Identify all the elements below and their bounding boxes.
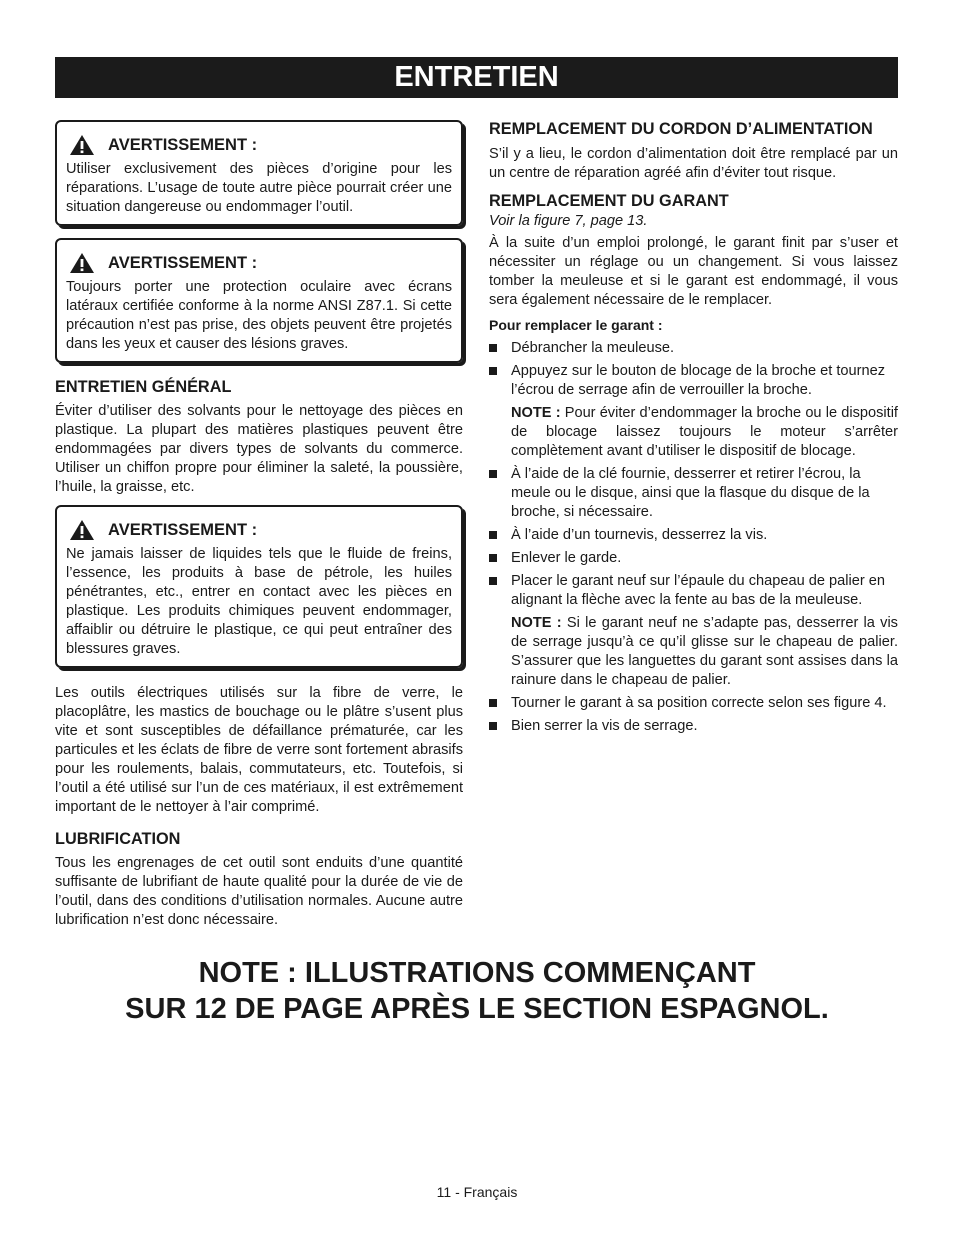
warning-header (69, 252, 452, 274)
illustrations-note-line: NOTE : ILLUSTRATIONS COMMENÇANT (198, 957, 756, 989)
fiberglass-text: Les outils électriques utilisés sur la fibre de verre, le placoplâtre, les mastics de bouchage ou le plâtre s’usent plus vite et sont susceptibles de défaillance prématurée, car les particules et les éclats de fibre de verre sont fortement abrasifs pour les roulements, balais, commutateurs, etc. Toutefois, si l’outil a été utilisé sur l’un de ces matériaux, il est extrêmement important de le nettoyer à l’air comprimé. (55, 685, 463, 815)
warning-title: AVERTISSEMENT : (108, 135, 258, 154)
bullet-square-icon (489, 722, 497, 730)
bullet-square-icon (489, 531, 497, 539)
lubrication-text: Tous les engrenages de cet outil sont enduits d’une quantité suffisante de lubrifiant de haute qualité pour la durée de vie de l’outil, dans des conditions d’utilisation normales. Aucune autre lubrification n’est donc nécessaire. (55, 855, 463, 928)
warning-text: Utiliser exclusivement des pièces d’origine pour les réparations. L’usage de toute autre pièce pourrait créer une situation dangereuse ou endommager l’outil. (66, 161, 452, 215)
guard-replacement-heading: REMPLACEMENT DU GARANT (489, 192, 729, 210)
list-item: Appuyez sur le bouton de blocage de la broche et tournez l’écrou de serrage afin de verrouiller la broche. (489, 362, 898, 400)
warning-box-liquids (55, 505, 463, 668)
steps-list (489, 465, 898, 610)
guard-replacement-text: À la suite d’un emploi prolongé, le garant finit par s’user et nécessiter un réglage ou un changement. Si vous laissez tomber la meuleuse et si le garant est endommagé, il vous sera également nécessaire de le remplacer. (489, 235, 898, 308)
general-maintenance-heading: ENTRETIEN GÉNÉRAL (55, 378, 232, 396)
warning-triangle-icon (69, 134, 95, 156)
warning-triangle-icon (69, 519, 95, 541)
bullet-square-icon (489, 577, 497, 585)
note-paragraph: NOTE : Pour éviter d’endommager la broche ou le dispositif de blocage laissez toujours le moteur s’arrêter complètement avant d’utiliser le dispositif de blocage. (511, 405, 898, 459)
warning-triangle-icon (69, 252, 95, 274)
illustrations-note-line: SUR 12 DE PAGE APRÈS LE SECTION ESPAGNOL. (125, 993, 829, 1025)
bullet-square-icon (489, 699, 497, 707)
cord-replacement-heading: REMPLACEMENT DU CORDON D’ALIMENTATION (489, 120, 873, 138)
page-number: 11 - Français (436, 1184, 518, 1200)
steps-list (489, 339, 898, 400)
bullet-square-icon (489, 367, 497, 375)
lubrication-heading: LUBRIFICATION (55, 830, 181, 848)
warning-header (69, 134, 452, 156)
left-column (55, 120, 463, 930)
list-item: Bien serrer la vis de serrage. (489, 717, 898, 736)
warning-text: Toujours porter une protection oculaire avec écrans latéraux certifiée conforme à la norme ANSI Z87.1. Si cette précaution n’est pas prise, des objets peuvent être projetés dans les yeux et causer des lésions graves. (66, 279, 452, 352)
bullet-square-icon (489, 554, 497, 562)
bullet-square-icon (489, 470, 497, 478)
general-maintenance-text: Éviter d’utiliser des solvants pour le nettoyage des pièces en plastique. La plupart des matières plastiques peuvent être endommagées par divers types de solvants du commerce. Utiliser un chiffon propre pour éliminer la saleté, la poussière, l’huile, la graisse, etc. (55, 403, 463, 495)
steps-list (489, 694, 898, 736)
right-column (489, 118, 898, 740)
cord-replacement-text: S’il y a lieu, le cordon d’alimentation doit être remplacé par un un centre de réparation agréé afin d’éviter tout risque. (489, 146, 898, 181)
illustrations-note (0, 955, 954, 1027)
list-item: Débrancher la meuleuse. (489, 339, 898, 358)
figure-reference: Voir la figure 7, page 13. (489, 213, 648, 229)
steps-title: Pour remplacer le garant : (489, 317, 663, 333)
warning-box-eye-protection (55, 238, 463, 363)
warning-title: AVERTISSEMENT : (108, 253, 258, 272)
warning-text: Ne jamais laisser de liquides tels que le fluide de freins, l’essence, les produits à base de pétrole, les huiles pénétrantes, etc., entrer en contact avec les pièces en plastique. Les produits chimiques peuvent endommager, affaiblir ou détruire le plastique, ce qui peut entraîner des blessures graves. (66, 546, 452, 657)
list-item: Enlever le garde. (489, 549, 898, 568)
warning-header (69, 519, 452, 541)
warning-box-parts (55, 120, 463, 226)
list-item: Tourner le garant à sa position correcte selon ses figure 4. (489, 694, 898, 713)
list-item: Placer le garant neuf sur l’épaule du chapeau de palier en alignant la flèche avec la fente au bas de la meuleuse. (489, 572, 898, 610)
list-item: À l’aide de la clé fournie, desserrer et retirer l’écrou, la meule ou le disque, ainsi que la flasque du disque de la broche, si nécessaire. (489, 465, 898, 522)
warning-title: AVERTISSEMENT : (108, 520, 258, 539)
section-title-banner: ENTRETIEN (55, 57, 898, 98)
bullet-square-icon (489, 344, 497, 352)
note-paragraph: NOTE : Si le garant neuf ne s’adapte pas, desserrer la vis de serrage jusqu’à ce qu’il glisse sur le chapeau de palier. S’assurer que les languettes du garant sont assises dans la rainure dans le chapeau de palier. (511, 615, 898, 688)
list-item: À l’aide d’un tournevis, desserrez la vis. (489, 526, 898, 545)
